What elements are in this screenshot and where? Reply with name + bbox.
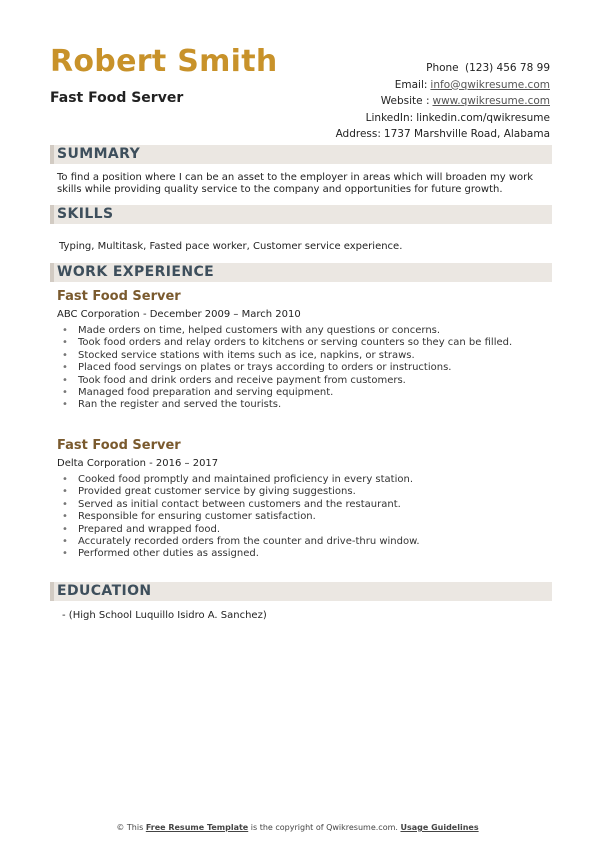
address-value: 1737 Marshville Road, Alabama: [383, 128, 550, 141]
summary-text: To find a position where I can be an asset to the employer in areas which will broaden my work skills while providing quality service to the company and opportunities for future growth.: [57, 172, 534, 196]
footer-middle: is the copyright of Qwikresume.com.: [250, 823, 398, 832]
section-accent-bar: [50, 205, 54, 224]
list-item: • Managed food preparation and serving equipment.: [60, 387, 512, 399]
list-item: • Cooked food promptly and maintained proficiency in every station.: [60, 474, 420, 486]
list-item: • Responsible for ensuring customer satisfaction.: [60, 511, 420, 523]
summary-title: SUMMARY: [57, 146, 141, 162]
list-item: • Stocked service stations with items such as ice, napkins, or straws.: [60, 350, 512, 362]
education-entry: - (High School Luquillo Isidro A. Sanchez): [62, 610, 267, 621]
contact-website-row: [336, 93, 550, 110]
list-item: • Prepared and wrapped food.: [60, 524, 420, 536]
linkedin-label: LinkedIn:: [365, 111, 414, 124]
job-title: Fast Food Server: [57, 289, 181, 304]
contact-linkedin-row: [336, 110, 550, 127]
contact-address-row: [336, 126, 550, 143]
list-item: • Performed other duties as assigned.: [60, 548, 420, 560]
skills-title: SKILLS: [57, 206, 114, 222]
candidate-role: Fast Food Server: [50, 90, 184, 106]
list-item: • Placed food servings on plates or trays according to orders or instructions.: [60, 362, 512, 374]
email-label: Email:: [394, 78, 428, 91]
section-accent-bar: [50, 145, 54, 164]
website-link[interactable]: www.qwikresume.com: [432, 95, 550, 108]
education-title: EDUCATION: [57, 583, 152, 599]
footer-prefix: © This: [116, 823, 144, 832]
candidate-name: Robert Smith: [50, 44, 278, 79]
education-section-header: [50, 582, 552, 601]
website-label: Website :: [380, 95, 430, 108]
experience-section-header: [50, 263, 552, 282]
address-label: Address:: [335, 128, 381, 141]
list-item: • Provided great customer service by giving suggestions.: [60, 486, 420, 498]
list-item: • Made orders on time, helped customers with any questions or concerns.: [60, 325, 512, 337]
job-bullets: [60, 325, 512, 412]
list-item: • Took food orders and relay orders to kitchens or serving counters so they can be filled.: [60, 337, 512, 349]
experience-title: WORK EXPERIENCE: [57, 264, 215, 280]
skills-section-header: [50, 205, 552, 224]
job-meta: ABC Corporation - December 2009 – March 2010: [57, 309, 301, 320]
usage-guidelines-link[interactable]: Usage Guidelines: [400, 823, 479, 832]
contact-email-row: [336, 77, 550, 94]
summary-section-header: [50, 145, 552, 164]
email-link[interactable]: info@qwikresume.com: [430, 78, 550, 91]
section-accent-bar: [50, 582, 54, 601]
skills-text: Typing, Multitask, Fasted pace worker, Customer service experience.: [59, 241, 403, 252]
contact-phone-row: [336, 60, 550, 77]
list-item: • Took food and drink orders and receive payment from customers.: [60, 375, 512, 387]
job-bullets: [60, 474, 420, 561]
section-accent-bar: [50, 263, 54, 282]
job-meta: Delta Corporation - 2016 – 2017: [57, 458, 219, 469]
list-item: • Accurately recorded orders from the counter and drive-thru window.: [60, 536, 420, 548]
footer: [0, 823, 595, 832]
free-resume-template-link[interactable]: Free Resume Template: [145, 823, 249, 832]
list-item: • Served as initial contact between customers and the restaurant.: [60, 499, 420, 511]
phone-label: Phone: [426, 62, 459, 74]
job-title: Fast Food Server: [57, 438, 181, 453]
contact-block: [336, 60, 550, 143]
list-item: • Ran the register and served the tourists.: [60, 399, 512, 411]
phone-value: (123) 456 78 99: [464, 62, 550, 74]
linkedin-value: linkedin.com/qwikresume: [416, 111, 550, 124]
